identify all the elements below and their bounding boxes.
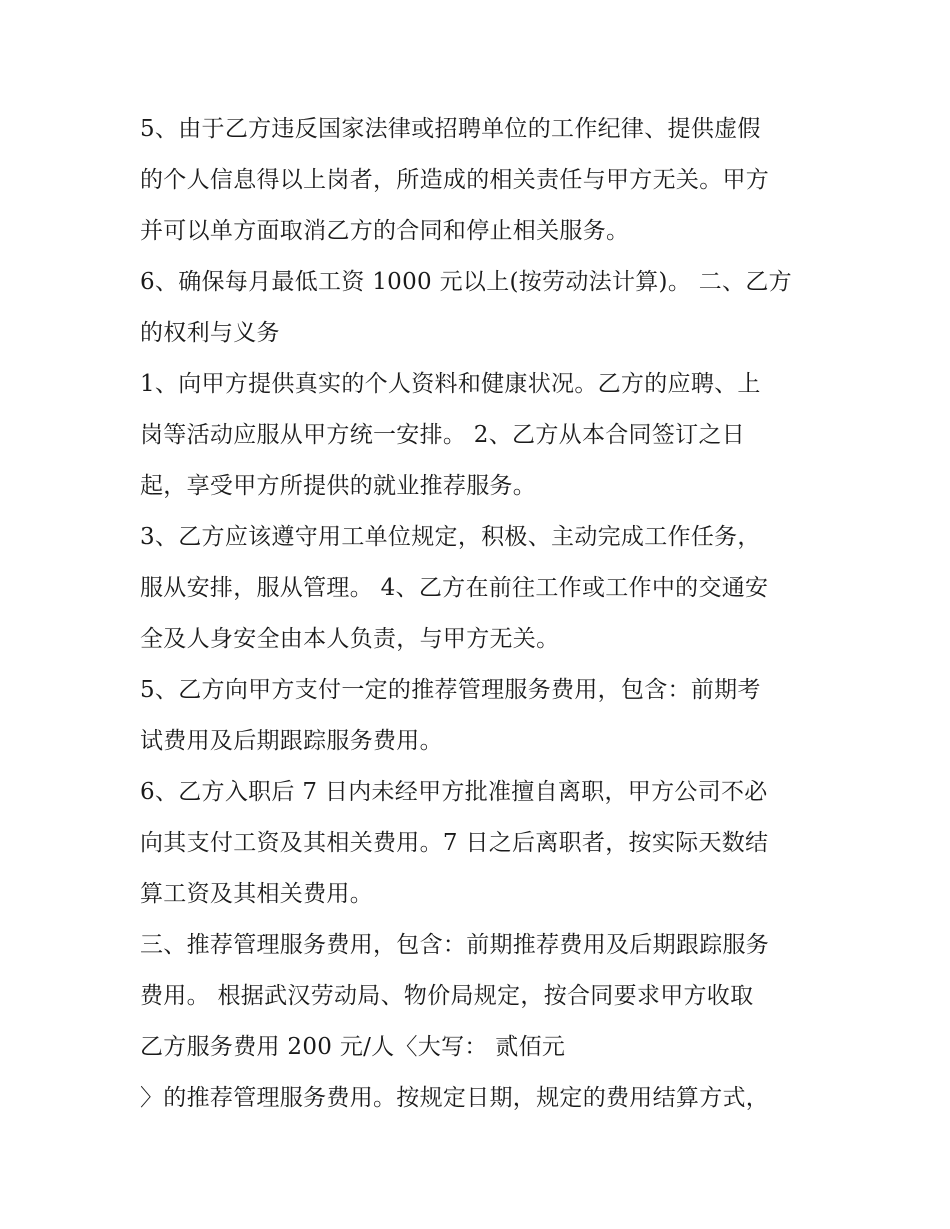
text-line: 〉的推荐管理服务费用。按规定日期，规定的费用结算方式， xyxy=(140,1085,770,1111)
text-line: 5、乙方向甲方支付一定的推荐管理服务费用，包含：前期考 xyxy=(140,677,761,703)
text-line: 3、乙方应该遵守用工单位规定，积极、主动完成工作任务， xyxy=(140,524,761,550)
text-line: 1、向甲方提供真实的个人资料和健康状况。乙方的应聘、上 xyxy=(140,371,761,397)
text-line: 岗等活动应服从甲方统一安排。 2、乙方从本合同签订之日 xyxy=(140,422,746,448)
contract-body-text xyxy=(140,104,820,1124)
text-line: 6、确保每月最低工资 1000 元以上(按劳动法计算)。 二、乙方 xyxy=(140,269,792,295)
text-line: 5、由于乙方违反国家法律或招聘单位的工作纪律、提供虚假 xyxy=(140,116,761,142)
text-line: 试费用及后期跟踪服务费用。 xyxy=(140,728,443,754)
text-line: 的个人信息得以上岗者，所造成的相关责任与甲方无关。甲方 xyxy=(140,167,770,193)
text-line: 算工资及其相关费用。 xyxy=(140,881,373,907)
text-line: 三、推荐管理服务费用，包含：前期推荐费用及后期跟踪服务 xyxy=(140,932,770,958)
text-line: 乙方服务费用 200 元/人〈大写： 贰佰元 xyxy=(140,1034,566,1060)
text-line: 并可以单方面取消乙方的合同和停止相关服务。 xyxy=(140,218,630,244)
text-line: 6、乙方入职后 7 日内未经甲方批准擅自离职，甲方公司不必 xyxy=(140,779,768,805)
text-line: 费用。 根据武汉劳动局、物价局规定，按合同要求甲方收取 xyxy=(140,983,754,1009)
text-line: 向其支付工资及其相关费用。7 日之后离职者，按实际天数结 xyxy=(140,830,769,856)
text-line: 起，享受甲方所提供的就业推荐服务。 xyxy=(140,473,537,499)
text-line: 服从安排，服从管理。 4、乙方在前往工作或工作中的交通安 xyxy=(140,575,769,601)
text-line: 的权利与义务 xyxy=(140,320,280,346)
text-line: 全及人身安全由本人负责，与甲方无关。 xyxy=(140,626,560,652)
